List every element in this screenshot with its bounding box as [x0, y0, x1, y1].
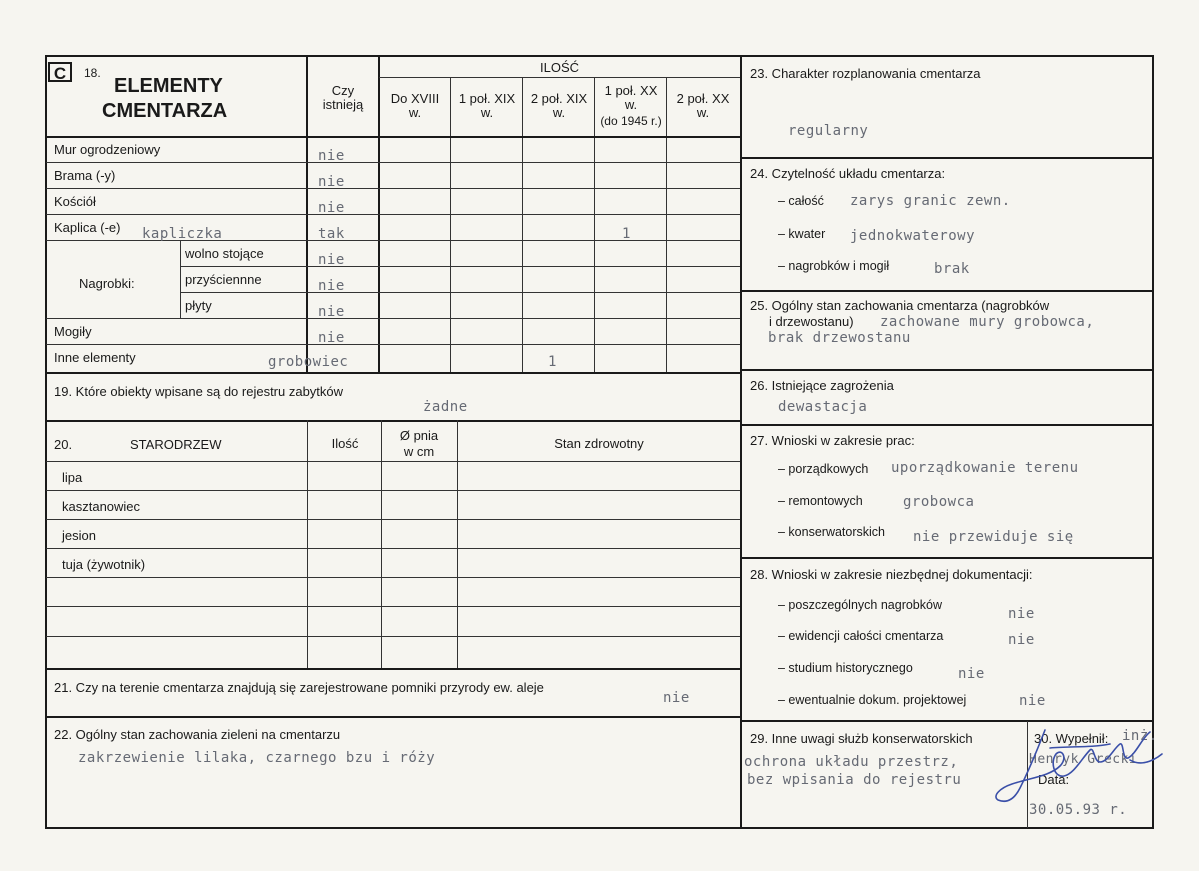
- s28-item-1-label: – poszczególnych nagrobków: [778, 598, 942, 612]
- s26-label: 26. Istniejące zagrożenia: [750, 378, 894, 393]
- s25-label-2: i drzewostanu): [769, 314, 854, 329]
- divider: [46, 372, 740, 374]
- row-label-wall-mounted: przyściennne: [185, 272, 262, 287]
- exists-wall: nie: [318, 148, 345, 164]
- s20-number: 20.: [54, 437, 73, 452]
- divider: [46, 716, 740, 718]
- s28-item-3-value: nie: [958, 666, 985, 682]
- s19-label: 19. Które obiekty wpisane są do rejestru zabytków: [54, 384, 344, 399]
- exists-slabs: nie: [318, 304, 345, 320]
- period-header-1: Do XVIII w.: [390, 91, 440, 120]
- row-note-chapel: kapliczka: [142, 226, 223, 242]
- s24-graves-value: brak: [934, 261, 970, 277]
- row-label-other: Inne elementy: [54, 350, 136, 365]
- s28-label: 28. Wnioski w zakresie niezbędnej dokumentacji:: [750, 567, 1033, 582]
- s24-quarters-value: jednokwaterowy: [850, 228, 976, 244]
- s20-title: STARODRZEW: [130, 437, 222, 452]
- s20-col-diam-1: Ø pnia: [399, 428, 439, 443]
- s29-label: 29. Inne uwagi służb konserwatorskich: [750, 731, 973, 746]
- divider: [180, 266, 740, 267]
- s24-label: 24. Czytelność układu cmentarza:: [750, 166, 946, 181]
- s22-label: 22. Ogólny stan zachowania zieleni na cmentarzu: [54, 727, 341, 742]
- s27-repair-label: – remontowych: [778, 494, 863, 508]
- divider: [46, 318, 740, 319]
- s30-label: 30. Wypełnił:: [1034, 731, 1109, 746]
- s30-name: Henryk Grecki: [1029, 752, 1138, 767]
- s19-value: żadne: [423, 399, 468, 415]
- qty-chapel: 1: [622, 226, 631, 242]
- divider: [740, 56, 742, 829]
- section-18-title-1: ELEMENTY: [114, 75, 223, 97]
- divider: [46, 519, 740, 520]
- s20-col-diam-2: w cm: [403, 444, 435, 459]
- period-header-3: 2 poł. XIX w.: [530, 91, 588, 120]
- period-header-5: 2 poł. XX w.: [676, 91, 730, 120]
- divider: [741, 290, 1153, 292]
- divider: [46, 214, 740, 215]
- divider: [741, 557, 1153, 559]
- row-label-gate: Brama (-y): [54, 168, 116, 183]
- exists-gate: nie: [318, 174, 345, 190]
- exists-freestanding: nie: [318, 252, 345, 268]
- divider: [450, 77, 451, 372]
- divider: [594, 77, 595, 372]
- s28-item-2-label: – ewidencji całości cmentarza: [778, 629, 944, 643]
- divider: [46, 188, 740, 189]
- divider: [46, 668, 740, 670]
- section-letter: C: [48, 62, 72, 82]
- period-header-4b: (do 1945 r.): [600, 114, 662, 128]
- col-exists-header: Czy istnieją: [322, 83, 364, 112]
- s30-date-value: 30.05.93 r.: [1029, 802, 1128, 818]
- s26-value: dewastacja: [778, 399, 868, 415]
- exists-wall-mounted: nie: [318, 278, 345, 294]
- row-label-freestanding: wolno stojące: [185, 246, 264, 261]
- s25-value-2: brak drzewostanu: [768, 330, 911, 346]
- s25-label-1: 25. Ogólny stan zachowania cmentarza (nagrobków: [750, 298, 1050, 313]
- s24-whole-label: – całość: [778, 194, 824, 208]
- divider: [46, 344, 740, 345]
- section-18-title-2: CMENTARZA: [102, 100, 228, 122]
- divider: [46, 461, 740, 462]
- divider: [46, 606, 740, 607]
- signature: [990, 718, 1190, 818]
- divider: [46, 162, 740, 163]
- divider: [741, 157, 1153, 159]
- tree-4: tuja (żywotnik): [62, 557, 146, 572]
- s28-item-4-value: nie: [1019, 693, 1046, 709]
- s27-label: 27. Wnioski w zakresie prac:: [750, 433, 915, 448]
- divider: [46, 577, 740, 578]
- row-note-other: grobowiec: [268, 354, 349, 370]
- s27-order-label: – porządkowych: [778, 462, 869, 476]
- s28-item-1-value: nie: [1008, 606, 1035, 622]
- s21-label: 21. Czy na terenie cmentarza znajdują się zarejestrowane pomniki przyrody ew. aleje: [54, 680, 544, 695]
- s28-item-4-label: – ewentualnie dokum. projektowej: [778, 693, 967, 707]
- section-18-number: 18.: [84, 66, 101, 80]
- s30-date-label: Data:: [1038, 772, 1070, 787]
- divider: [666, 77, 667, 372]
- divider: [180, 292, 740, 293]
- divider: [46, 548, 740, 549]
- exists-church: nie: [318, 200, 345, 216]
- row-label-graves: Mogiły: [54, 324, 92, 339]
- divider: [46, 420, 740, 422]
- divider: [522, 77, 523, 372]
- s30-title: inż.: [1122, 728, 1158, 744]
- row-label-slabs: płyty: [185, 298, 212, 313]
- divider: [457, 420, 458, 668]
- s27-cons-label: – konserwatorskich: [778, 525, 885, 539]
- col-quantity-header: ILOŚĆ: [539, 60, 579, 75]
- s28-item-2-value: nie: [1008, 632, 1035, 648]
- s24-whole-value: zarys granic zewn.: [850, 193, 1011, 209]
- s24-graves-label: – nagrobków i mogił: [778, 259, 890, 273]
- row-label-chapel: Kaplica (-e): [54, 220, 121, 235]
- divider: [46, 490, 740, 491]
- s27-cons-value: nie przewiduje się: [913, 529, 1074, 545]
- divider: [46, 636, 740, 637]
- s29-value-2: bez wpisania do rejestru: [747, 772, 962, 788]
- divider: [180, 240, 181, 318]
- row-label-church: Kościół: [54, 194, 96, 209]
- s23-label: 23. Charakter rozplanowania cmentarza: [750, 66, 981, 81]
- period-header-4: 1 poł. XX w.: [604, 83, 658, 112]
- tree-3: jesion: [62, 528, 96, 543]
- s21-value: nie: [663, 690, 690, 706]
- s23-value: regularny: [788, 123, 869, 139]
- qty-other: 1: [548, 354, 557, 370]
- tombstones-label: Nagrobki:: [79, 276, 135, 291]
- s20-col-health: Stan zdrowotny: [554, 436, 644, 451]
- s28-item-3-label: – studium historycznego: [778, 661, 913, 675]
- tree-1: lipa: [62, 470, 83, 485]
- divider: [379, 77, 740, 78]
- s24-quarters-label: – kwater: [778, 227, 826, 241]
- divider: [307, 420, 308, 668]
- s29-value-1: ochrona układu przestrz,: [744, 754, 959, 770]
- divider: [381, 420, 382, 668]
- s20-col-qty: Ilość: [331, 436, 359, 451]
- s27-repair-value: grobowca: [903, 494, 975, 510]
- exists-graves: nie: [318, 330, 345, 346]
- s27-order-value: uporządkowanie terenu: [891, 460, 1079, 476]
- s25-value-1: zachowane mury grobowca,: [880, 314, 1095, 330]
- period-header-2: 1 poł. XIX w.: [458, 91, 516, 120]
- tree-2: kasztanowiec: [62, 499, 141, 514]
- divider: [741, 369, 1153, 371]
- row-label-wall: Mur ogrodzeniowy: [54, 142, 161, 157]
- exists-chapel: tak: [318, 226, 345, 242]
- s22-value: zakrzewienie lilaka, czarnego bzu i róży: [78, 750, 436, 766]
- divider: [741, 424, 1153, 426]
- divider: [46, 136, 740, 138]
